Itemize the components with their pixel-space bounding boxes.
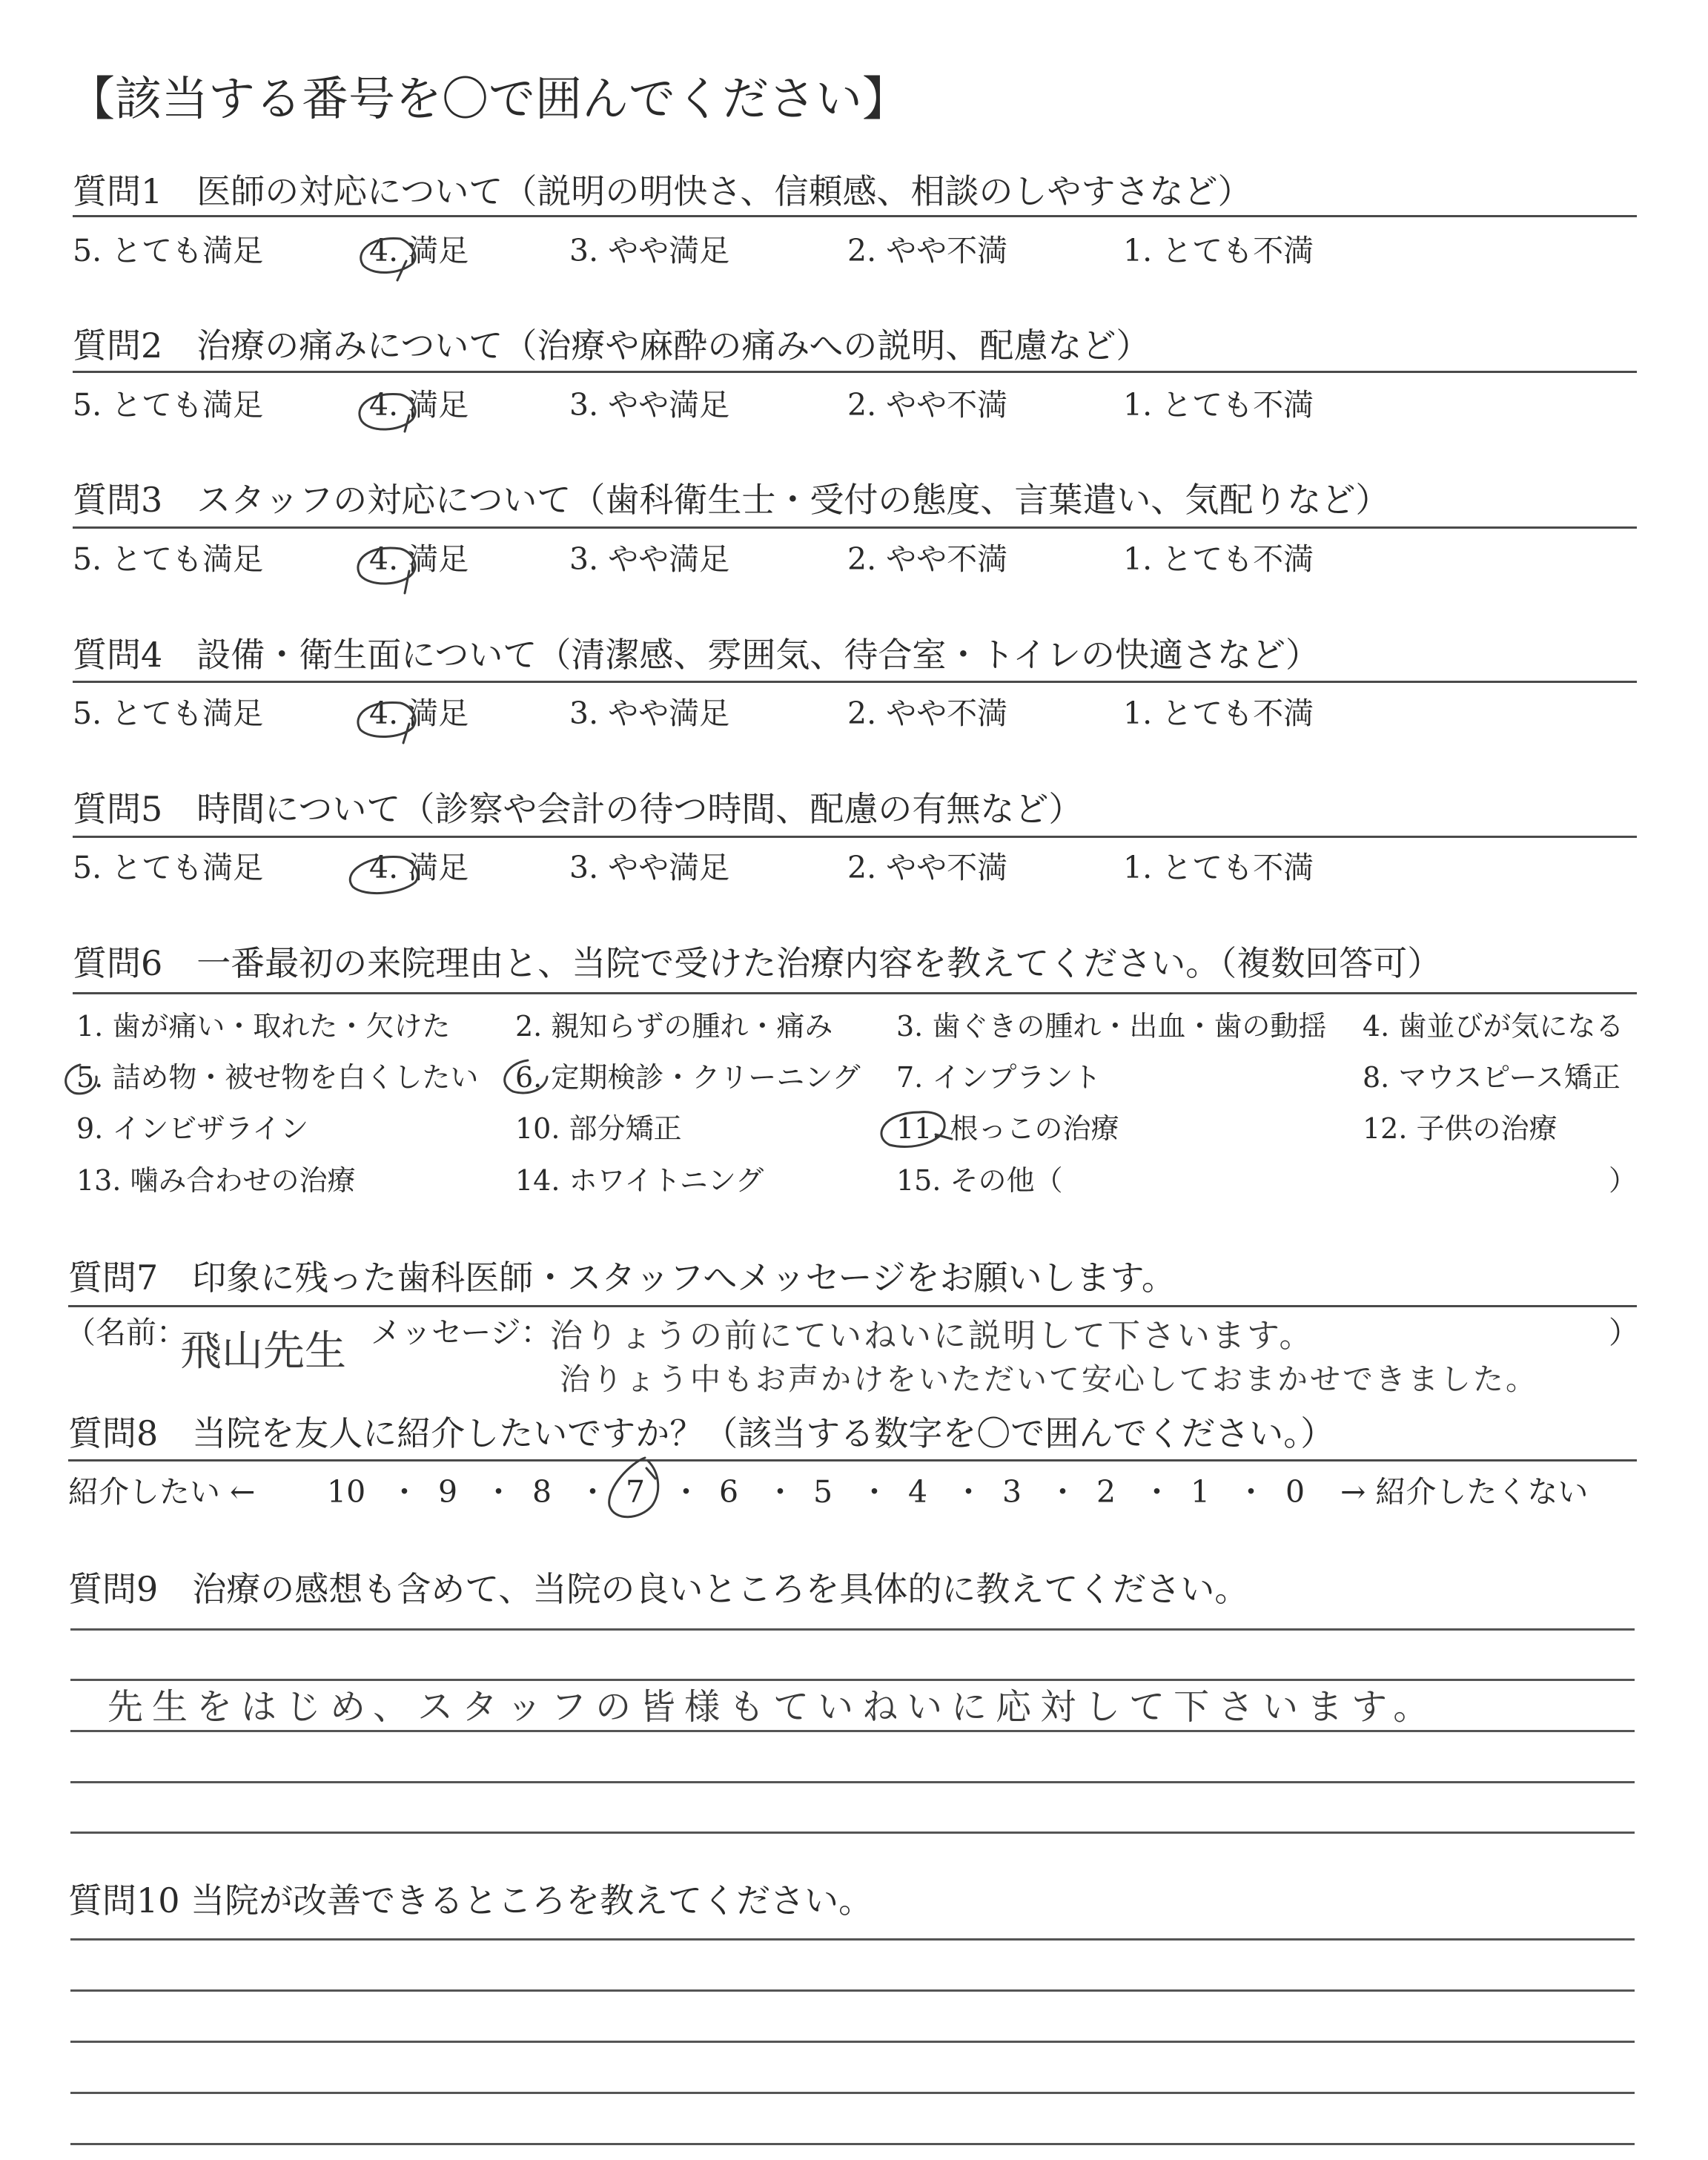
q6-reason-15[interactable]: 15. その他（ <box>896 1164 1063 1197</box>
q7-message-line-1[interactable]: 治りょうの前にていねいに説明して下さいます。 <box>550 1317 1314 1355</box>
q8-dot: ・ <box>1236 1474 1266 1510</box>
q6-selection-circle-11 <box>881 1112 952 1147</box>
q6-selection-circle-6 <box>505 1060 547 1093</box>
q4-option-1[interactable]: 1. とても不満 <box>1123 696 1314 731</box>
q5-option-2[interactable]: 2. やや不満 <box>847 850 1008 885</box>
q1-option-3[interactable]: 3. やや満足 <box>569 233 730 268</box>
q7-message-line-2[interactable]: 治りょう中もお声かけをいただいて安心しておまかせできました。 <box>560 1361 1538 1397</box>
question-6-title: 質問6 一番最初の来院理由と、当院で受けた治療内容を教えてください。（複数回答可） <box>73 943 1442 983</box>
q4-option-3[interactable]: 3. やや満足 <box>569 696 730 731</box>
q2-option-3[interactable]: 3. やや満足 <box>569 387 730 423</box>
q6-reason-10[interactable]: 10. 部分矯正 <box>515 1112 682 1145</box>
q8-scale-10[interactable]: 10 <box>327 1474 366 1510</box>
q3-option-2[interactable]: 2. やや不満 <box>847 541 1008 577</box>
question-2-title: 質問2 治療の痛みについて（治療や麻酔の痛みへの説明、配慮など） <box>73 326 1151 366</box>
question-1-title: 質問1 医師の対応について（説明の明快さ、信頼感、相談のしやすさなど） <box>73 171 1252 211</box>
q7-close-paren: ） <box>1609 1315 1639 1350</box>
q8-scale-8[interactable]: 8 <box>532 1474 552 1510</box>
q8-dot: ・ <box>953 1474 984 1510</box>
q8-selection-circle-7 <box>609 1458 658 1517</box>
q8-scale-6[interactable]: 6 <box>719 1474 739 1510</box>
q6-other-close: ） <box>1609 1164 1638 1197</box>
q3-option-3[interactable]: 3. やや満足 <box>569 541 730 577</box>
q3-selection-circle <box>358 548 415 593</box>
q9-answer-text[interactable]: 先生をはじめ、スタッフの皆様もていねいに応対して下さいます。 <box>107 1686 1438 1728</box>
q2-option-5[interactable]: 5. とても満足 <box>73 387 264 423</box>
q6-reason-6[interactable]: 6. 定期検診・クリーニング <box>515 1061 861 1094</box>
question-3-title: 質問3 スタッフの対応について（歯科衛生士・受付の態度、言葉遣い、気配りなど） <box>73 480 1390 520</box>
q5-option-1[interactable]: 1. とても不満 <box>1123 850 1314 885</box>
q8-scale-4[interactable]: 4 <box>908 1474 928 1510</box>
q2-option-2[interactable]: 2. やや不満 <box>847 387 1008 423</box>
q6-reason-8[interactable]: 8. マウスピース矯正 <box>1363 1061 1621 1094</box>
question-8-title: 質問8 当院を友人に紹介したいですか？（該当する数字を〇で囲んでください。） <box>68 1413 1335 1453</box>
q5-option-4[interactable]: 4. 満足 <box>369 850 469 885</box>
q8-dot: ・ <box>859 1474 890 1510</box>
q5-option-3[interactable]: 3. やや満足 <box>569 850 730 885</box>
q8-dot: ・ <box>483 1474 514 1510</box>
q8-scale-5[interactable]: 5 <box>813 1474 833 1510</box>
q8-dot: ・ <box>1047 1474 1078 1510</box>
q6-reason-1[interactable]: 1. 歯が痛い・取れた・欠けた <box>76 1010 451 1043</box>
question-9-title: 質問9 治療の感想も含めて、当院の良いところを具体的に教えてください。 <box>68 1569 1249 1609</box>
page-instruction: 【該当する番号を〇で囲んでください】 <box>68 72 909 126</box>
q8-scale-3[interactable]: 3 <box>1002 1474 1022 1510</box>
q3-option-4[interactable]: 4. 満足 <box>369 541 469 577</box>
q8-left-label: 紹介したい ← <box>68 1474 256 1510</box>
q1-option-5[interactable]: 5. とても満足 <box>73 233 264 268</box>
q1-option-4[interactable]: 4. 満足 <box>369 233 469 268</box>
q5-option-5[interactable]: 5. とても満足 <box>73 850 264 885</box>
q6-reason-4[interactable]: 4. 歯並びが気になる <box>1363 1010 1624 1043</box>
q1-selection-circle <box>361 239 415 280</box>
q3-option-1[interactable]: 1. とても不満 <box>1123 541 1314 577</box>
q6-reason-11[interactable]: 11. 根っこの治療 <box>896 1112 1119 1145</box>
q6-selection-circle-5 <box>66 1065 97 1094</box>
q6-reason-12[interactable]: 12. 子供の治療 <box>1363 1112 1558 1145</box>
q8-right-label: → 紹介したくない <box>1340 1474 1589 1510</box>
q6-reason-3[interactable]: 3. 歯ぐきの腫れ・出血・歯の動揺 <box>896 1010 1327 1043</box>
q8-dot: ・ <box>671 1474 701 1510</box>
q8-scale-1[interactable]: 1 <box>1191 1474 1211 1510</box>
q6-reason-13[interactable]: 13. 噛み合わせの治療 <box>76 1164 356 1197</box>
q4-option-2[interactable]: 2. やや不満 <box>847 696 1008 731</box>
q7-message-label: メッセージ： <box>371 1315 552 1350</box>
q2-option-4[interactable]: 4. 満足 <box>369 387 469 423</box>
q8-dot: ・ <box>765 1474 795 1510</box>
question-10-title: 質問10 当院が改善できるところを教えてください。 <box>68 1880 873 1920</box>
q8-scale-0[interactable]: 0 <box>1285 1474 1305 1510</box>
q2-option-1[interactable]: 1. とても不満 <box>1123 387 1314 423</box>
q7-name-value[interactable]: 飛山先生 <box>180 1327 346 1375</box>
q4-option-4[interactable]: 4. 満足 <box>369 696 469 731</box>
q1-option-2[interactable]: 2. やや不満 <box>847 233 1008 268</box>
q8-dot: ・ <box>389 1474 420 1510</box>
q1-option-1[interactable]: 1. とても不満 <box>1123 233 1314 268</box>
q6-reason-2[interactable]: 2. 親知らずの腫れ・痛み <box>515 1010 833 1043</box>
q6-reason-5[interactable]: 5. 詰め物・被せ物を白くしたい <box>76 1061 479 1094</box>
q3-option-5[interactable]: 5. とても満足 <box>73 541 264 577</box>
q6-reason-7[interactable]: 7. インプラント <box>896 1061 1102 1094</box>
q6-reason-14[interactable]: 14. ホワイトニング <box>515 1164 764 1197</box>
q8-dot: ・ <box>577 1474 608 1510</box>
q8-scale-7[interactable]: 7 <box>626 1474 646 1510</box>
question-7-title: 質問7 印象に残った歯科医師・スタッフへメッセージをお願いします。 <box>68 1258 1176 1298</box>
q2-selection-circle <box>360 394 415 432</box>
q7-name-label: （名前： <box>65 1315 187 1350</box>
question-4-title: 質問4 設備・衛生面について（清潔感、雰囲気、待合室・トイレの快適さなど） <box>73 635 1320 675</box>
q4-selection-circle <box>358 702 415 743</box>
q4-option-5[interactable]: 5. とても満足 <box>73 696 264 731</box>
q8-scale-9[interactable]: 9 <box>438 1474 458 1510</box>
q8-dot: ・ <box>1142 1474 1172 1510</box>
q8-scale-2[interactable]: 2 <box>1096 1474 1116 1510</box>
q5-selection-circle <box>350 857 417 894</box>
question-5-title: 質問5 時間について（診察や会計の待つ時間、配慮の有無など） <box>73 789 1083 829</box>
q6-reason-9[interactable]: 9. インビザライン <box>76 1112 309 1145</box>
